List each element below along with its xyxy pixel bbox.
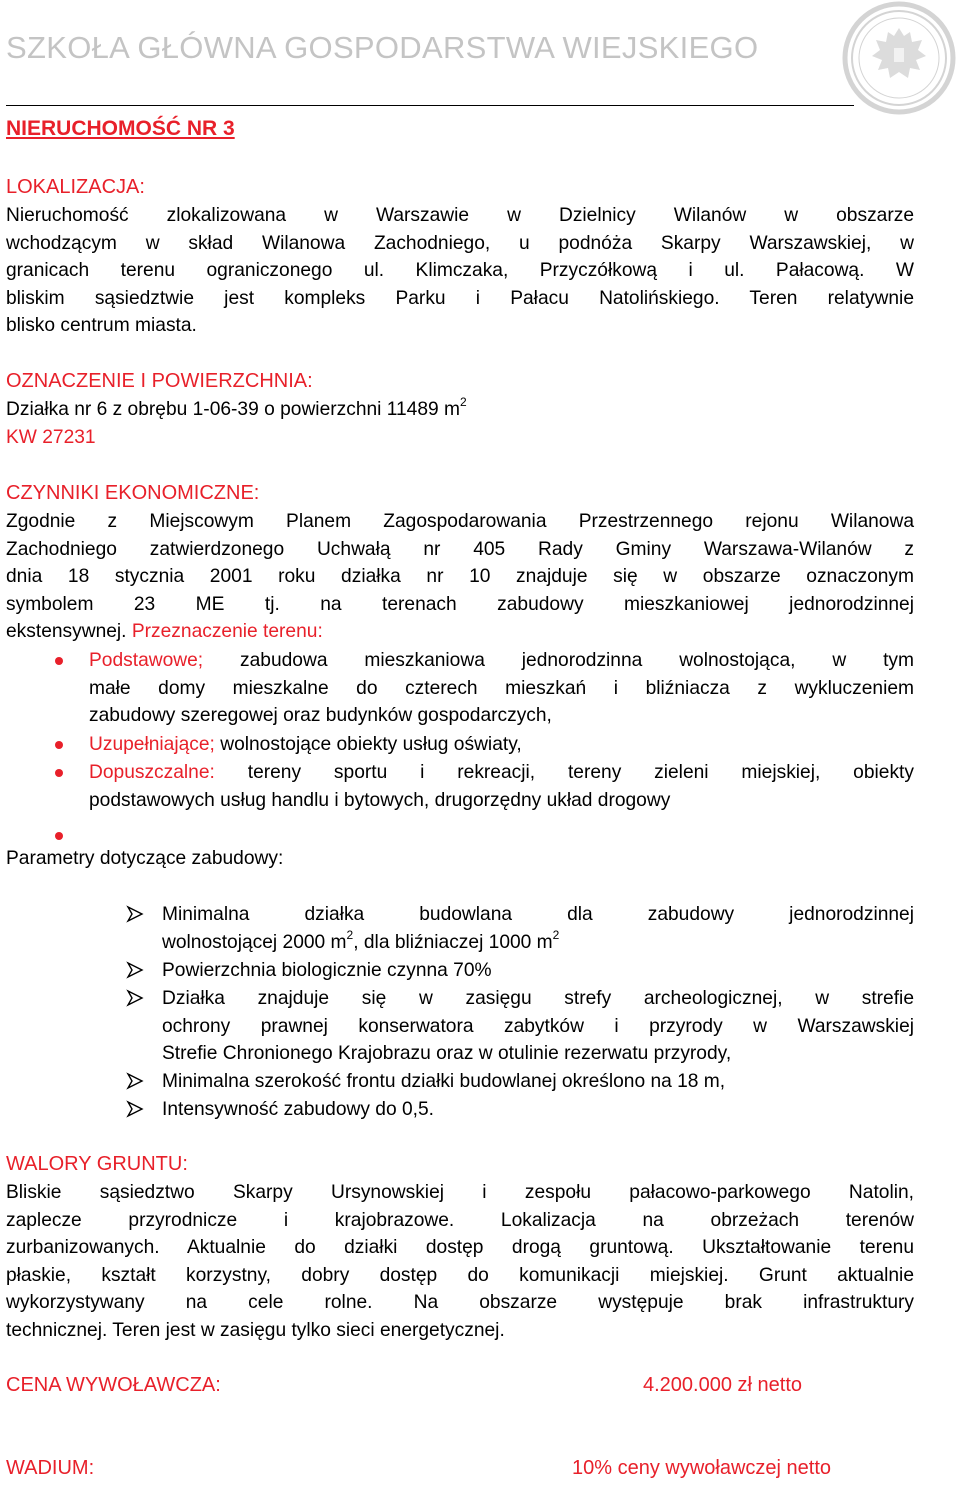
arrowhead-bullet-icon: [126, 905, 144, 923]
land-value-label: WALORY GRUNTU:: [6, 1153, 188, 1175]
bullet-line: tereny sportu i rekreacji, tereny zieleni miejskiej, obiekty: [247, 762, 914, 783]
land-value-line: wykorzystywany na cele rolne. Na obszarze występuje brak infrastruktury: [6, 1292, 914, 1314]
param-line: Minimalna działka budowlana dla zabudowy jednorodzinnej: [162, 904, 914, 925]
designation-text: [6, 396, 467, 451]
land-register-number: KW 27231: [6, 426, 96, 448]
bullet-permitted: [89, 759, 914, 814]
deposit-label: WADIUM:: [6, 1457, 95, 1479]
bullet-line: wolnostojące obiekty usług oświaty,: [220, 734, 522, 755]
bullet-term: Uzupełniające;: [89, 734, 215, 755]
header-rule: [6, 105, 854, 106]
land-value-line: płaskie, kształt korzystny, dobry dostęp do komunikacji miejskiej. Grunt aktualnie: [6, 1264, 914, 1286]
param-front-width: [162, 1068, 914, 1096]
param-line: Działka znajduje się w zasięgu strefy archeologicznej, w strefie: [162, 988, 914, 1009]
arrowhead-bullet-icon: [126, 961, 144, 979]
location-line: granicach terenu ograniczonego ul. Klimczaka, Przyczółkową i ul. Pałacową. W: [6, 260, 914, 282]
designation-label: OZNACZENIE I POWIERZCHNIA:: [6, 370, 313, 392]
bullet-line: małe domy mieszkalne do czterech mieszkań i bliźniacza z wykluczeniem: [89, 677, 914, 699]
location-label: LOKALIZACJA:: [6, 176, 145, 198]
land-value-line: Bliskie sąsiedztwo Skarpy Ursynowskiej i zespołu pałacowo-parkowego Natolin,: [6, 1182, 914, 1203]
bullet-line: zabudowa mieszkaniowa jednorodzinna wolnostojąca, w tym: [240, 650, 914, 671]
bullet-term: Podstawowe;: [89, 650, 204, 671]
land-value-line: zaplecze przyrodnicze i krajobrazowe. Lokalizacja na obrzeżach terenów: [6, 1209, 914, 1231]
location-text: [6, 202, 914, 340]
bullet-term: Dopuszczalne:: [89, 762, 215, 783]
price-label: CENA WYWOŁAWCZA:: [6, 1374, 221, 1396]
location-line: Nieruchomość zlokalizowana w Warszawie w Dzielnicy Wilanów w obszarze: [6, 205, 914, 226]
arrowhead-bullet-icon: [126, 1072, 144, 1090]
param-intensity: [162, 1096, 914, 1124]
institution-header: SZKOŁA GŁÓWNA GOSPODARSTWA WIEJSKIEGO: [6, 30, 759, 65]
economic-line: ekstensywnej.: [6, 621, 127, 643]
area-unit-sup: 2: [460, 395, 467, 409]
economic-label: CZYNNIKI EKONOMICZNE:: [6, 482, 260, 504]
param-line: Strefie Chronionego Krajobrazu oraz w otulinie rezerwatu przyrody,: [162, 1043, 732, 1065]
land-value-text: [6, 1179, 914, 1345]
bullet-basic: [89, 647, 914, 730]
red-dot-bullet-icon: [55, 832, 63, 840]
red-dot-bullet-icon: [55, 741, 63, 749]
economic-line: dnia 18 stycznia 2001 roku działka nr 10 znajduje się w obszarze oznaczonym: [6, 566, 914, 588]
param-line: , dla bliźniaczej 1000 m: [353, 931, 553, 953]
plot-area: Działka nr 6 z obrębu 1-06-39 o powierzchni 11489 m: [6, 399, 460, 420]
arrowhead-bullet-icon: [126, 1100, 144, 1118]
param-line: ochrony prawnej konserwatora zabytków i przyrody w Warszawskiej: [162, 1015, 914, 1037]
economic-text: [6, 508, 914, 646]
params-label: [6, 845, 283, 873]
arrowhead-bullet-icon: [126, 989, 144, 1007]
param-line: Minimalna szerokość frontu działki budowlanej określono na 18 m,: [162, 1071, 726, 1092]
param-line: Powierzchnia biologicznie czynna 70%: [162, 960, 492, 981]
params-label-text: Parametry dotyczące zabudowy:: [6, 848, 284, 869]
land-value-line: zurbanizowanych. Aktualnie do działki dostęp drogą gruntową. Ukształtowanie terenu: [6, 1237, 914, 1259]
purpose-label: Przeznaczenie terenu:: [131, 621, 323, 643]
red-dot-bullet-icon: [55, 657, 63, 665]
area-unit-sup: 2: [552, 927, 560, 942]
eagle-seal-icon: [838, 0, 960, 122]
location-line: wchodzącym w skład Wilanowa Zachodniego, u podnóża Skarpy Warszawskiej, w: [6, 232, 914, 254]
bullet-line: zabudowy szeregowej oraz budynków gospodarczych,: [89, 705, 552, 727]
param-min-plot: [162, 901, 914, 956]
price-value: 4.200.000 zł netto: [643, 1374, 803, 1396]
property-title: NIERUCHOMOŚĆ NR 3: [6, 117, 235, 140]
location-line: bliskim sąsiedztwie jest kompleks Parku i Pałacu Natolińskiego. Teren relatywnie: [6, 287, 914, 309]
param-zones: [162, 985, 914, 1068]
param-line: Intensywność zabudowy do 0,5.: [162, 1099, 434, 1120]
red-dot-bullet-icon: [55, 769, 63, 777]
economic-line: Zgodnie z Miejscowym Planem Zagospodarowania Przestrzennego rejonu Wilanowa: [6, 511, 914, 532]
location-line: blisko centrum miasta.: [6, 315, 197, 337]
economic-line: symbolem 23 ME tj. na terenach zabudowy mieszkaniowej jednorodzinnej: [6, 593, 914, 615]
bullet-supplementary: [89, 731, 914, 759]
param-bio-area: [162, 957, 914, 985]
deposit-value: 10% ceny wywoławczej netto: [572, 1457, 832, 1479]
param-line: wolnostojącej 2000 m: [162, 931, 347, 953]
bullet-line: podstawowych usług handlu i bytowych, drugorzędny układ drogowy: [89, 789, 671, 811]
economic-line: Zachodniego zatwierdzonego Uchwałą nr 405 Rady Gminy Warszawa-Wilanów z: [6, 538, 914, 560]
land-value-line: technicznej. Teren jest w zasięgu tylko sieci energetycznej.: [6, 1319, 505, 1341]
area-unit-sup: 2: [346, 927, 354, 942]
